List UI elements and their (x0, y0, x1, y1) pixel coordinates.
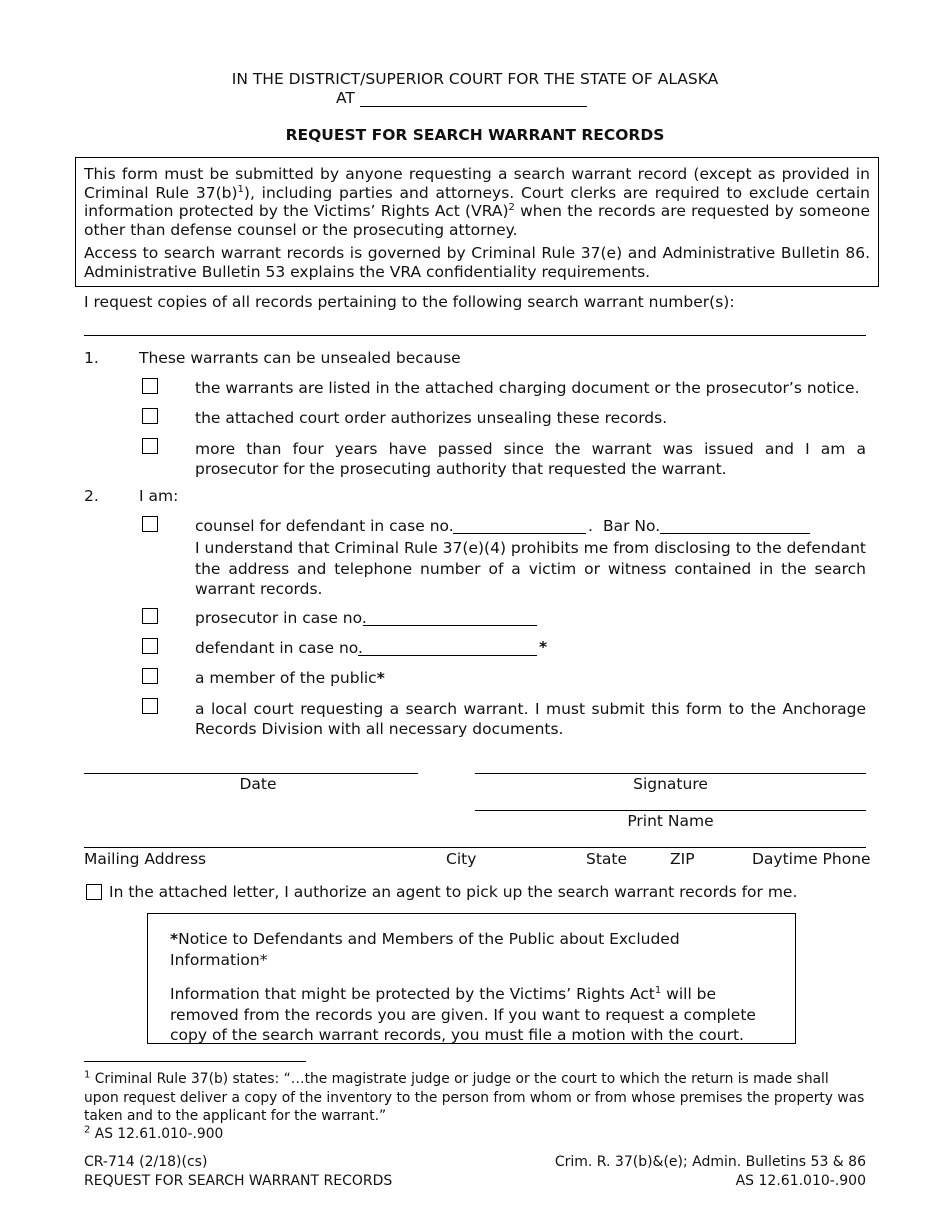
form-code: CR-714 (2/18)(cs) (84, 1154, 208, 1170)
warrant-numbers-field[interactable] (84, 335, 866, 336)
intro-text-c: when the records are requested by someone other than defense counsel or the prosecuting attorney. (84, 202, 870, 239)
notice-body (170, 984, 773, 1046)
address-field[interactable] (84, 847, 866, 848)
footer-form-title: REQUEST FOR SEARCH WARRANT RECORDS (84, 1173, 393, 1189)
checkbox-local-court[interactable] (142, 698, 158, 714)
footer-rules: Crim. R. 37(b)&(e); Admin. Bulletins 53 & 86 (554, 1154, 866, 1170)
prosecutor-label: prosecutor in case no. (195, 609, 367, 627)
footnote-2-number: 2 (84, 1124, 91, 1136)
date-label: Date (239, 775, 277, 793)
print-name-label: Print Name (627, 812, 714, 830)
option-court-order: the attached court order authorizes unsealing these records. (195, 409, 668, 427)
intro-text-a: This form must be submitted by anyone requesting a search warrant record (except as provided in Criminal Rule 37(b) (84, 165, 870, 202)
checkbox-court-order[interactable] (142, 408, 158, 424)
checkbox-charging-document[interactable] (142, 378, 158, 394)
daytime-phone-label: Daytime Phone (752, 850, 871, 868)
bar-number-label: Bar No. (603, 517, 661, 535)
city-label: City (446, 850, 477, 868)
agent-label: In the attached letter, I authorize an agent to pick up the search warrant records for me. (109, 883, 798, 901)
notice-footnote-ref: 1 (654, 984, 662, 996)
date-field[interactable] (84, 773, 418, 774)
checkbox-agent[interactable] (86, 884, 102, 900)
defendant-label: defendant in case no. (195, 639, 363, 657)
court-line: IN THE DISTRICT/SUPERIOR COURT FOR THE STATE OF ALASKA (231, 70, 719, 88)
counsel-note: I understand that Criminal Rule 37(e)(4) prohibits me from disclosing to the defendant the address and telephone number of a victim or witness contained in the search warrant records. (195, 539, 866, 598)
footnote-2 (84, 1126, 223, 1142)
location-field[interactable] (360, 106, 587, 107)
signature-label: Signature (633, 775, 708, 793)
defendant-case-number-field[interactable] (358, 655, 537, 656)
intro-box (75, 157, 879, 287)
footnote-1-text: Criminal Rule 37(b) states: “…the magistrate judge or judge or the court to which the return is made shall upon request deliver a copy of the inventory to the person from whom or from whose premises the property was taken and to the applicant for the warrant.” (84, 1071, 865, 1124)
request-line: I request copies of all records pertaining to the following search warrant number(s): (84, 293, 735, 311)
footnote-2-text: AS 12.61.010-.900 (90, 1126, 224, 1142)
option-charging-document: the warrants are listed in the attached charging document or the prosecutor’s notice. (195, 379, 860, 397)
bar-number-field[interactable] (660, 533, 810, 534)
notice-star: * (170, 930, 179, 948)
public-label (195, 669, 385, 687)
footer-statute: AS 12.61.010-.900 (735, 1173, 866, 1189)
state-label: State (586, 850, 628, 868)
checkbox-prosecutor[interactable] (142, 608, 158, 624)
checkbox-counsel[interactable] (142, 516, 158, 532)
counsel-label: counsel for defendant in case no. (195, 517, 454, 535)
notice-box (147, 913, 796, 1044)
intro-paragraph (84, 165, 870, 239)
section-2-heading: I am: (139, 487, 179, 505)
notice-title (170, 929, 773, 970)
footnote-1 (84, 1070, 866, 1126)
footnote-ref-1: 1 (237, 183, 244, 195)
notice-body-b: will be removed from the records you are given. If you want to request a complete copy of the search warrant records, you must file a motion with the court. (170, 985, 756, 1044)
mailing-address-label: Mailing Address (84, 850, 207, 868)
checkbox-defendant[interactable] (142, 638, 158, 654)
section-2-number: 2. (84, 487, 99, 505)
checkbox-public[interactable] (142, 668, 158, 684)
section-1-heading: These warrants can be unsealed because (139, 349, 461, 367)
public-asterisk: * (376, 669, 385, 687)
notice-title-text: Notice to Defendants and Members of the Public about Excluded Information* (170, 930, 680, 969)
prosecutor-case-number-field[interactable] (363, 625, 537, 626)
counsel-period: . (588, 517, 593, 535)
access-paragraph: Access to search warrant records is governed by Criminal Rule 37(e) and Administrative Bulletin 86. Administrative Bulletin 53 explains the VRA confidentiality requirements. (84, 244, 870, 281)
notice-body-a: Information that might be protected by the Victims’ Rights Act (170, 985, 655, 1003)
footnote-ref-2: 2 (508, 201, 515, 213)
print-name-field[interactable] (475, 810, 866, 811)
signature-field[interactable] (475, 773, 866, 774)
counsel-case-number-field[interactable] (453, 533, 586, 534)
footnote-1-number: 1 (84, 1069, 91, 1081)
defendant-asterisk: * (539, 638, 548, 656)
option-four-years: more than four years have passed since the warrant was issued and I am a prosecutor for the prosecuting authority that requested the warrant. (195, 440, 866, 478)
intro-text-b: ), including parties and attorneys. Court clerks are required to exclude certain information protected by the Victims’ Rights Act (VRA) (84, 183, 870, 220)
footnote-divider (84, 1061, 306, 1062)
public-label-text: a member of the public (195, 669, 377, 687)
section-1-number: 1. (84, 349, 99, 367)
zip-label: ZIP (670, 850, 695, 868)
local-court-label: a local court requesting a search warrant. I must submit this form to the Anchorage Records Division with all necessary documents. (195, 700, 866, 738)
checkbox-four-years[interactable] (142, 438, 158, 454)
form-title: REQUEST FOR SEARCH WARRANT RECORDS (285, 126, 665, 144)
at-label: AT (336, 89, 355, 107)
